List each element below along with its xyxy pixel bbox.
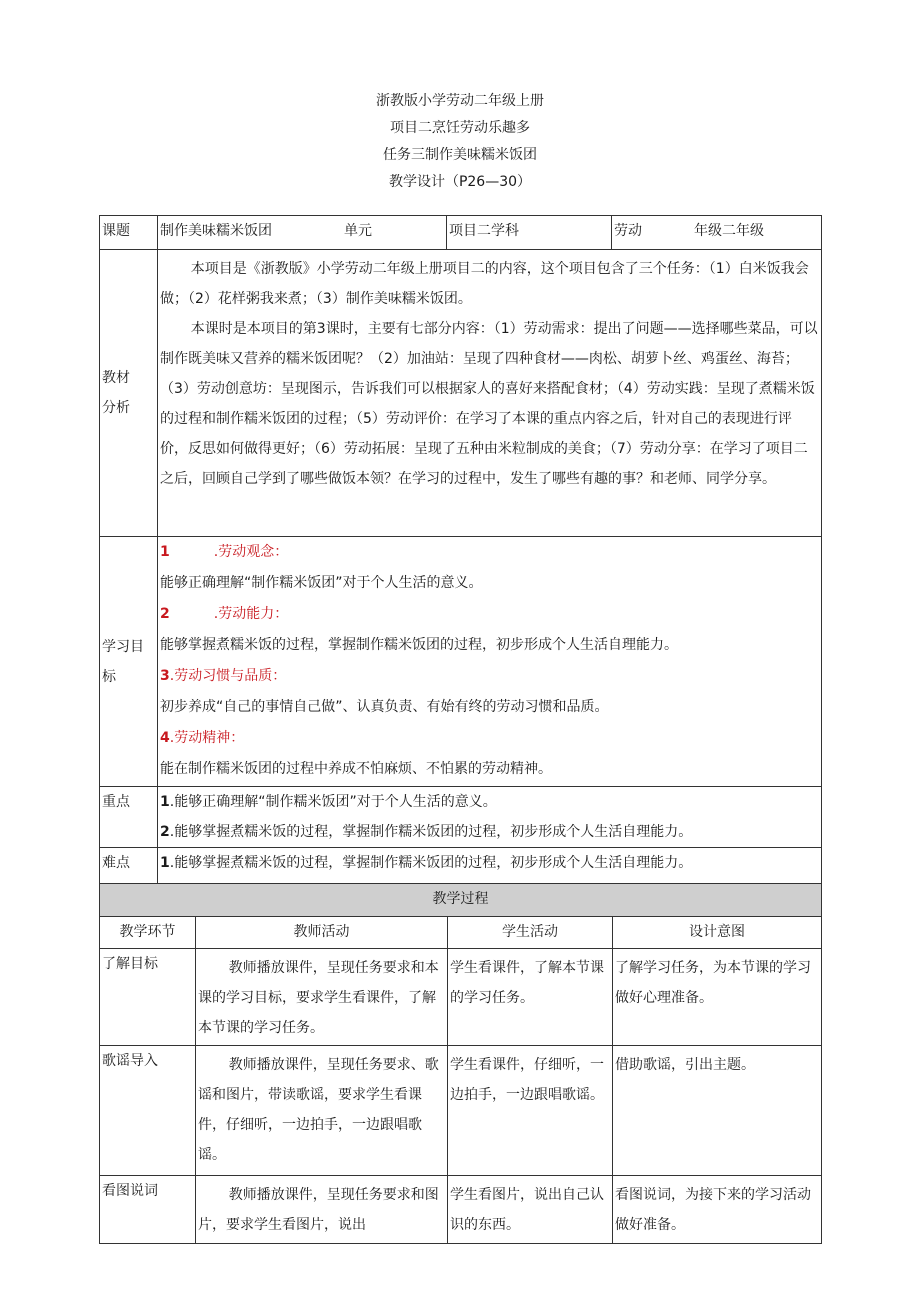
- header-stage: 教学环节: [100, 917, 196, 949]
- teacher-cell: 教师播放课件，呈现任务要求和本课的学习目标，要求学生看课件，了解本节课的学习任务。: [196, 949, 448, 1046]
- intent-cell: 借助歌谣，引出主题。: [613, 1046, 822, 1176]
- difficulties-content: [158, 848, 822, 886]
- analysis-row: [100, 250, 822, 537]
- keypoints-row: [100, 787, 822, 848]
- teacher-cell: 教师播放课件，呈现任务要求和图片，要求学生看图片，说出: [196, 1176, 448, 1244]
- title-line-3: 任务三制作美味糯米饭团: [383, 147, 537, 163]
- teaching-process-table: [99, 883, 822, 1244]
- objective-2-text: 能够掌握煮糯米饭的过程，掌握制作糯米饭团的过程，初步形成个人生活自理能力。: [160, 637, 678, 653]
- info-row: [100, 216, 822, 250]
- topic-value: 制作美味糯米饭团: [160, 223, 272, 239]
- student-cell: 学生看图片，说出自己认识的东西。: [448, 1176, 613, 1244]
- objective-3-heading: 3.劳动习惯与品质：: [160, 668, 287, 684]
- difficulties-label: 难点: [100, 848, 158, 886]
- analysis-label: 教材 分析: [100, 250, 158, 537]
- objective-4-heading: 4.劳动精神：: [160, 730, 245, 746]
- process-header-row: [100, 917, 822, 949]
- analysis-paragraph-2: 本课时是本项目的第3课时，主要有七部分内容：（1）劳动需求：提出了问题——选择哪些菜品，可以制作既美味又营养的糯米饭团呢？（2）加油站：呈现了四种食材——肉松、胡萝卜丝、鸡蛋丝、海苔；（3）劳动创意坊：呈现图示，告诉我们可以根据家人的喜好来搭配食材；（4）劳动实践：呈现了煮糯米饭的过程和制作糯米饭团的过程；（5）劳动评价：在学习了本课的重点内容之后，针对自己的表现进行评价，反思如何做得更好；（6）劳动拓展：呈现了五种由米粒制成的美食；（7）劳动分享：在学习了项目二之后，回顾自己学到了哪些做饭本领？在学习的过程中，发生了哪些有趣的事？和老师、同学分享。: [160, 321, 818, 487]
- objective-2-heading: 2 .劳动能力：: [160, 606, 289, 622]
- keypoints-content: [158, 787, 822, 848]
- lesson-info-table: [99, 215, 822, 886]
- teacher-cell: 教师播放课件，呈现任务要求、歌谣和图片，带读歌谣，要求学生看课件，仔细听，一边拍手，一边跟唱歌谣。: [196, 1046, 448, 1176]
- header-teacher: 教师活动: [196, 917, 448, 949]
- analysis-content: [158, 250, 822, 537]
- process-title: 教学过程: [100, 884, 822, 917]
- process-row-2: [100, 1046, 822, 1176]
- topic-cell: [158, 216, 447, 250]
- student-cell: 学生看课件，了解本节课的学习任务。: [448, 949, 613, 1046]
- stage-cell: 歌谣导入: [100, 1046, 196, 1176]
- difficulties-row: [100, 848, 822, 886]
- process-row-1: [100, 949, 822, 1046]
- objective-1-text: 能够正确理解“制作糯米饭团”对于个人生活的意义。: [160, 575, 483, 591]
- grade-label: 年级: [694, 223, 722, 239]
- objective-1-heading: 1 .劳动观念：: [160, 544, 289, 560]
- subject-label: 学科: [491, 223, 519, 239]
- stage-cell: 了解目标: [100, 949, 196, 1046]
- subject-cell: [612, 216, 822, 250]
- process-row-3: [100, 1176, 822, 1244]
- difficulty-1: 1.能够掌握煮糯米饭的过程，掌握制作糯米饭团的过程，初步形成个人生活自理能力。: [160, 855, 693, 871]
- title-line-2: 项目二烹饪劳动乐趣多: [390, 120, 530, 136]
- topic-label: 课题: [100, 216, 158, 250]
- objectives-row: [100, 537, 822, 787]
- document-title-block: [0, 88, 920, 196]
- header-student: 学生活动: [448, 917, 613, 949]
- process-title-row: [100, 884, 822, 917]
- keypoint-2: 2.能够掌握煮糯米饭的过程，掌握制作糯米饭团的过程，初步形成个人生活自理能力。: [160, 824, 693, 840]
- unit-label: 单元: [344, 223, 372, 239]
- grade-value: 二年级: [722, 223, 764, 239]
- header-intent: 设计意图: [613, 917, 822, 949]
- intent-cell: 了解学习任务，为本节课的学习做好心理准备。: [613, 949, 822, 1046]
- objectives-content: [158, 537, 822, 787]
- title-line-4: 教学设计（P26—30）: [388, 174, 532, 190]
- stage-cell: 看图说词: [100, 1176, 196, 1244]
- keypoint-1: 1.能够正确理解“制作糯米饭团”对于个人生活的意义。: [160, 794, 497, 810]
- unit-cell: [447, 216, 612, 250]
- title-line-1: 浙教版小学劳动二年级上册: [376, 93, 544, 109]
- unit-value: 项目二: [449, 223, 491, 239]
- subject-value: 劳动: [614, 223, 642, 239]
- objectives-label: 学习目 标: [100, 537, 158, 787]
- analysis-paragraph-1: 本项目是《浙教版》小学劳动二年级上册项目二的内容，这个项目包含了三个任务：（1）白米饭我会做；（2）花样粥我来煮；（3）制作美味糯米饭团。: [160, 261, 809, 307]
- objective-4-text: 能在制作糯米饭团的过程中养成不怕麻烦、不怕累的劳动精神。: [160, 761, 552, 777]
- objective-3-text: 初步养成“自己的事情自己做”、认真负责、有始有终的劳动习惯和品质。: [160, 699, 609, 715]
- intent-cell: 看图说词，为接下来的学习活动做好准备。: [613, 1176, 822, 1244]
- keypoints-label: 重点: [100, 787, 158, 848]
- student-cell: 学生看课件，仔细听，一边拍手，一边跟唱歌谣。: [448, 1046, 613, 1176]
